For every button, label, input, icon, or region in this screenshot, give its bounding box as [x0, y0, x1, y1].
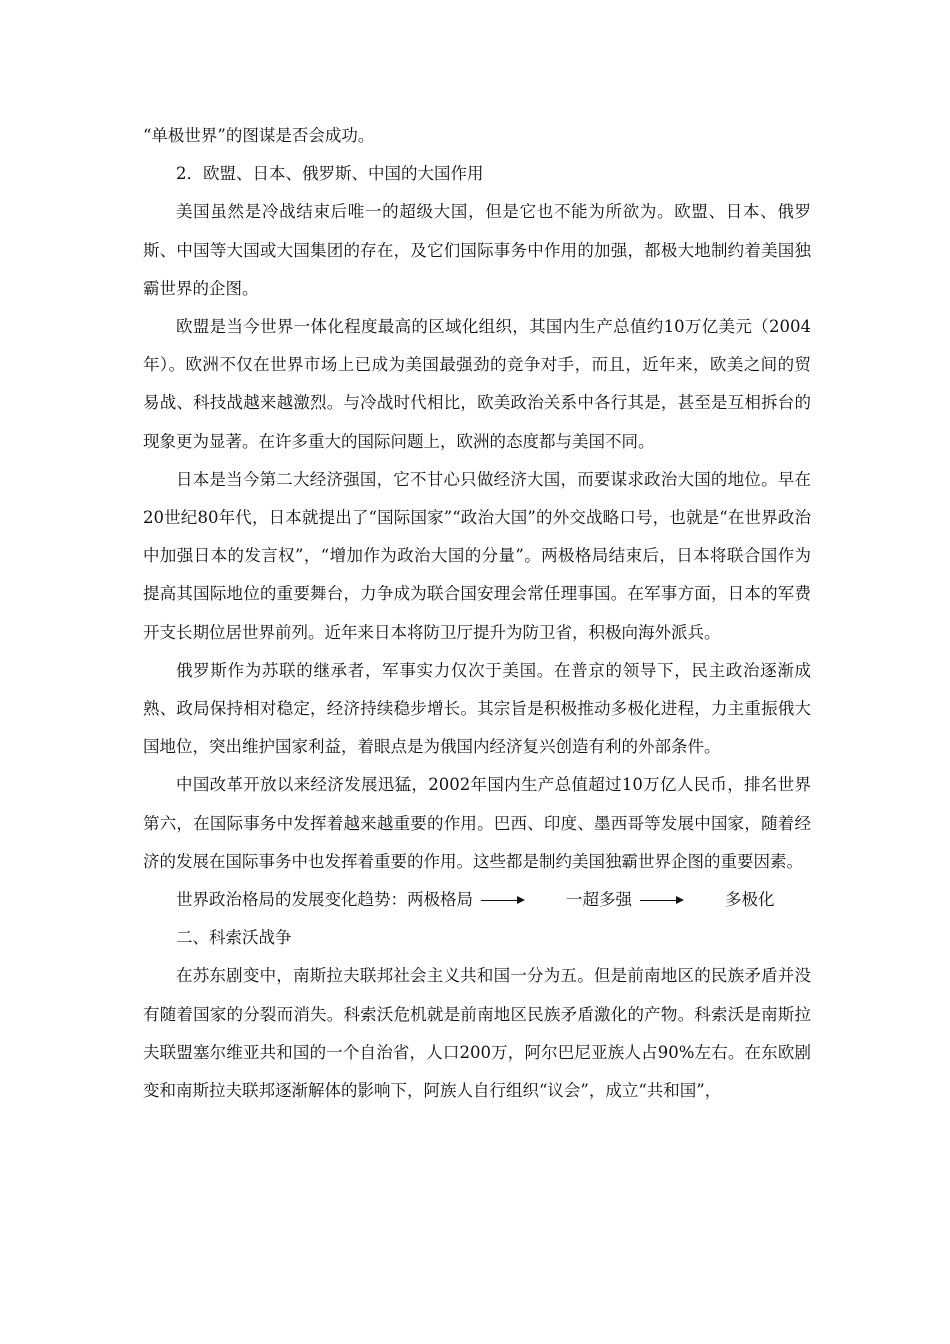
paragraph-kosovo: 在苏东剧变中，南斯拉夫联邦社会主义共和国一分为五。但是前南地区的民族矛盾并没有随着国家的分裂而消失。科索沃危机就是前南地区民族矛盾激化的产物。科索沃是南斯拉夫联盟塞尔维亚共和国的一个自治省，人口200万，阿尔巴尼亚族人占90%左右。在东欧剧变和南斯拉夫联邦逐渐解体的影响下，阿族人自行组织“议会”，成立“共和国”， — [143, 966, 811, 1101]
paragraph-china: 中国改革开放以来经济发展迅猛，2002年国内生产总值超过10万亿人民币，排名世界第六，在国际事务中发挥着越来越重要的作用。巴西、印度、墨西哥等发展中国家，随着经济的发展在国际事务中也发挥着重要的作用。这些都是制约美国独霸世界企图的重要因素。 — [143, 775, 811, 871]
right-arrow-icon — [640, 894, 684, 906]
paragraph-us-intro: 美国虽然是冷战结束后唯一的超级大国，但是它也不能为所欲为。欧盟、日本、俄罗斯、中国等大国或大国集团的存在，及它们国际事务中作用的加强，都极大地制约着美国独霸世界的企图。 — [143, 202, 811, 298]
trend-step-2: 一超多强 — [566, 890, 632, 910]
section-heading: 二、科索沃战争 — [176, 928, 292, 948]
paragraph-japan: 日本是当今第二大经济强国，它不甘心只做经济大国，而要谋求政治大国的地位。早在20世纪80年代，日本就提出了“国际国家”“政治大国”的外交战略口号，也就是“在世界政治中加强日本的发言权”，“增加作为政治大国的分量”。两极格局结束后，日本将联合国作为提高其国际地位的重要舞台，力争成为联合国安理会常任理事国。在军事方面，日本的军费开支长期位居世界前列。近年来日本将防卫厅提升为防卫省，积极向海外派兵。 — [143, 469, 811, 642]
document-body — [143, 117, 811, 1110]
trend-label: 世界政治格局的发展变化趋势：两极格局 — [176, 890, 473, 910]
right-arrow-icon — [481, 894, 525, 906]
trend-line — [143, 881, 811, 919]
paragraph-eu: 欧盟是当今世界一体化程度最高的区域化组织，其国内生产总值约10万亿美元（2004年）。欧洲不仅在世界市场上已成为美国最强劲的竞争对手，而且，近年来，欧美之间的贸易战、科技战越来越激烈。与冷战时代相比，欧美政治关系中各行其是，甚至是互相拆台的现象更为显著。在许多重大的国际问题上，欧洲的态度都与美国不同。 — [143, 317, 811, 451]
trend-step-3: 多极化 — [725, 890, 775, 910]
paragraph-continuation: “单极世界”的图谋是否会成功。 — [143, 126, 375, 145]
paragraph-russia: 俄罗斯作为苏联的继承者，军事实力仅次于美国。在普京的领导下，民主政治逐渐成熟、政局保持相对稳定，经济持续稳步增长。其宗旨是积极推动多极化进程，力主重振俄大国地位，突出维护国家利益，着眼点是为俄国内经济复兴创造有利的外部条件。 — [143, 660, 811, 757]
subsection-heading: 2．欧盟、日本、俄罗斯、中国的大国作用 — [176, 164, 484, 184]
